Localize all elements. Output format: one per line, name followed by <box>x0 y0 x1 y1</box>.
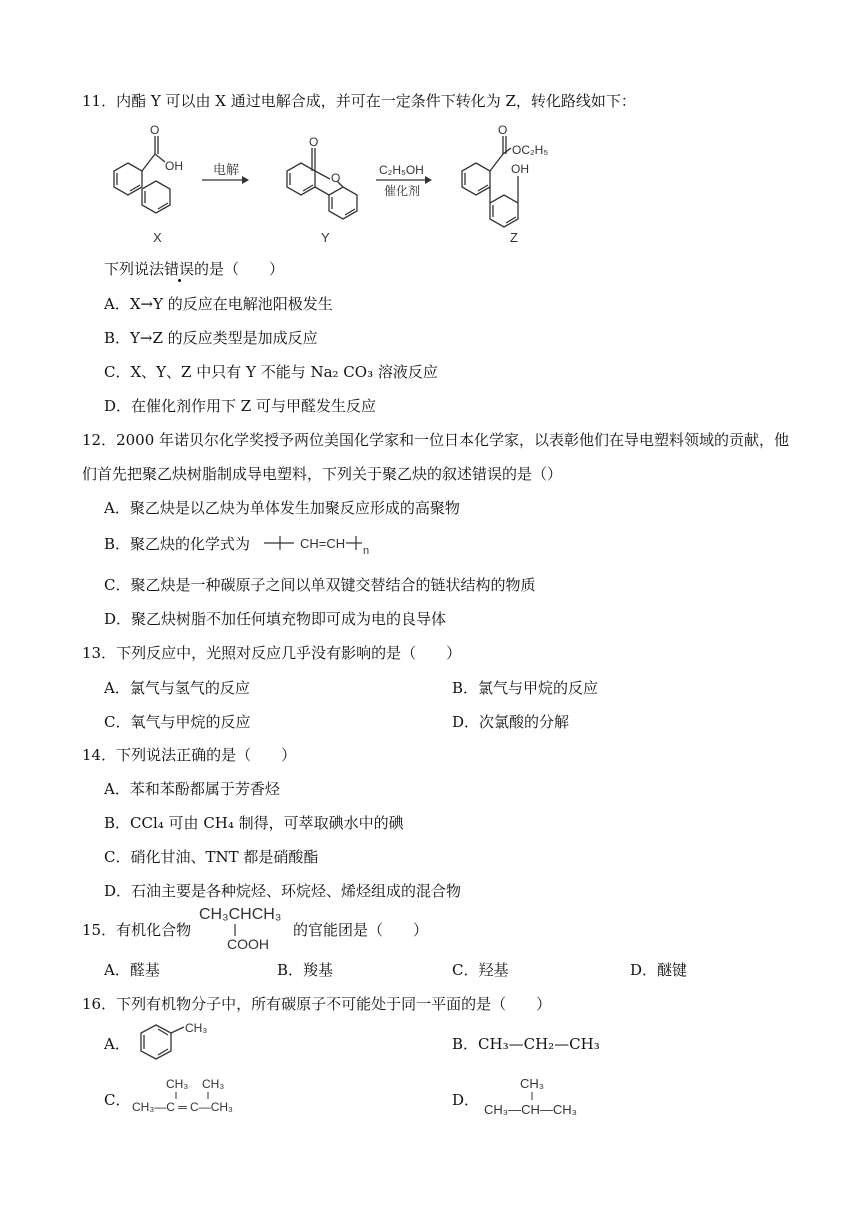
q11-option-a[interactable]: A．X→Y 的反应在电解池阳极发生 <box>104 295 333 313</box>
compound-y-structure <box>287 148 357 219</box>
polyacetylene-formula <box>262 532 382 560</box>
q16-option-c[interactable]: C． <box>104 1091 131 1109</box>
arrow2-top-label: C₂H₅OH <box>379 163 424 177</box>
q15-option-d[interactable]: D．醚键 <box>630 961 688 979</box>
y-o-top-label: O <box>309 135 319 149</box>
z-o-label: O <box>498 123 508 137</box>
q13-option-b[interactable]: B．氯气与甲烷的反应 <box>452 679 599 697</box>
x-label: X <box>153 230 162 245</box>
x-o-label: O <box>150 123 160 137</box>
q14-option-b[interactable]: B．CCl₄ 可由 CH₄ 制得，可萃取碘水中的碘 <box>104 814 404 832</box>
c-ch3-1: CH₃ <box>166 1077 189 1091</box>
q14-option-d[interactable]: D．石油主要是各种烷烃、环烷烃、烯烃组成的混合物 <box>104 882 462 900</box>
q13-stem: 13．下列反应中，光照对反应几乎没有影响的是（ ） <box>82 644 462 662</box>
y-o-ring-label: O <box>331 171 341 185</box>
q12-option-b-prefix: B．聚乙炔的化学式为 <box>104 535 251 553</box>
q12-option-a[interactable]: A．聚乙炔是以乙炔为单体发生加聚反应形成的高聚物 <box>104 499 460 517</box>
q16-option-d[interactable]: D． <box>452 1091 480 1109</box>
q15-stem-pre: 15．有机化合物 <box>82 921 192 939</box>
toluene-structure <box>134 1020 214 1066</box>
q12-option-c[interactable]: C．聚乙炔是一种碳原子之间以单双键交替结合的链状结构的物质 <box>104 576 536 594</box>
compound-x-structure <box>114 136 170 213</box>
q13-option-d[interactable]: D．次氯酸的分解 <box>452 713 570 731</box>
d-chain: CH₃—CH—CH₃ <box>484 1102 577 1117</box>
q11-option-b[interactable]: B．Y→Z 的反应类型是加成反应 <box>104 329 318 347</box>
q11-option-d[interactable]: D．在催化剂作用下 Z 可与甲醛发生反应 <box>104 397 376 415</box>
dimethyl-butene-structure <box>130 1074 255 1118</box>
q15-option-b[interactable]: B．羧基 <box>277 961 334 979</box>
q11-prompt-post: 的是（ ） <box>194 260 285 278</box>
q15-option-a[interactable]: A．醛基 <box>104 961 160 979</box>
d-ch3: CH₃ <box>520 1076 545 1091</box>
q12-option-d[interactable]: D．聚乙炔树脂不加任何填充物即可成为电的良导体 <box>104 610 447 628</box>
q11-prompt-pre: 下列说法 <box>104 260 165 278</box>
q16-stem: 16．下列有机物分子中，所有碳原子不可能处于同一平面的是（ ） <box>82 995 552 1013</box>
q12-stem-line2: 们首先把聚乙炔树脂制成导电塑料，下列关于聚乙炔的叙述错误的是（） <box>82 465 563 483</box>
q11-stem: 11．内酯 Y 可以由 X 通过电解合成，并可在一定条件下转化为 Z，转化路线如下： <box>82 92 636 110</box>
z-label: Z <box>510 230 518 245</box>
propane-branch-structure <box>482 1074 587 1118</box>
z-oc2h5-label: OC₂H₅ <box>512 143 549 157</box>
q15-struct-top: CH₃CHCH₃ <box>199 906 282 923</box>
formula-unit: CH=CH <box>300 536 346 551</box>
q11-option-c[interactable]: C．X、Y、Z 中只有 Y 不能与 Na₂ CO₃ 溶液反应 <box>104 363 438 381</box>
q12-stem-line1: 12．2000 年诺贝尔化学奖授予两位美国化学家和一位日本化学家，以表彰他们在导电塑料领域的贡献，他 <box>82 431 790 449</box>
q11-prompt <box>104 258 284 279</box>
q15-stem-post: 的官能团是（ ） <box>293 921 429 939</box>
q12-option-b[interactable] <box>104 533 250 554</box>
x-oh-label: OH <box>165 159 183 173</box>
q11-prompt-emphasis: 错误 <box>164 260 195 278</box>
q14-option-a[interactable]: A．苯和苯酚都属于芳香烃 <box>104 780 280 798</box>
c-ch3-2: CH₃ <box>202 1077 225 1091</box>
c-chain: CH₃—C ═ C—CH₃ <box>132 1100 233 1114</box>
q11-reaction-scheme <box>95 118 595 250</box>
q14-stem: 14．下列说法正确的是（ ） <box>82 746 297 764</box>
q14-option-c[interactable]: C．硝化甘油、TNT 都是硝酸酯 <box>104 848 319 866</box>
q15-option-c[interactable]: C．羟基 <box>452 961 509 979</box>
toluene-ch3: CH₃ <box>185 1021 208 1035</box>
z-oh-label: OH <box>511 162 529 176</box>
arrow2-bottom-label: 催化剂 <box>384 184 421 198</box>
compound-z-structure <box>462 136 518 227</box>
q15-struct-bottom: COOH <box>227 936 269 952</box>
q16-option-a[interactable]: A． <box>104 1035 130 1053</box>
q15-structure <box>197 902 289 952</box>
arrow1-label: 电解 <box>213 162 240 177</box>
q13-option-c[interactable]: C．氧气与甲烷的反应 <box>104 713 251 731</box>
formula-n: n <box>363 545 370 557</box>
y-label: Y <box>321 230 330 245</box>
q16-option-b[interactable]: B．CH₃—CH₂—CH₃ <box>452 1035 600 1053</box>
q13-option-a[interactable]: A．氯气与氢气的反应 <box>104 679 250 697</box>
